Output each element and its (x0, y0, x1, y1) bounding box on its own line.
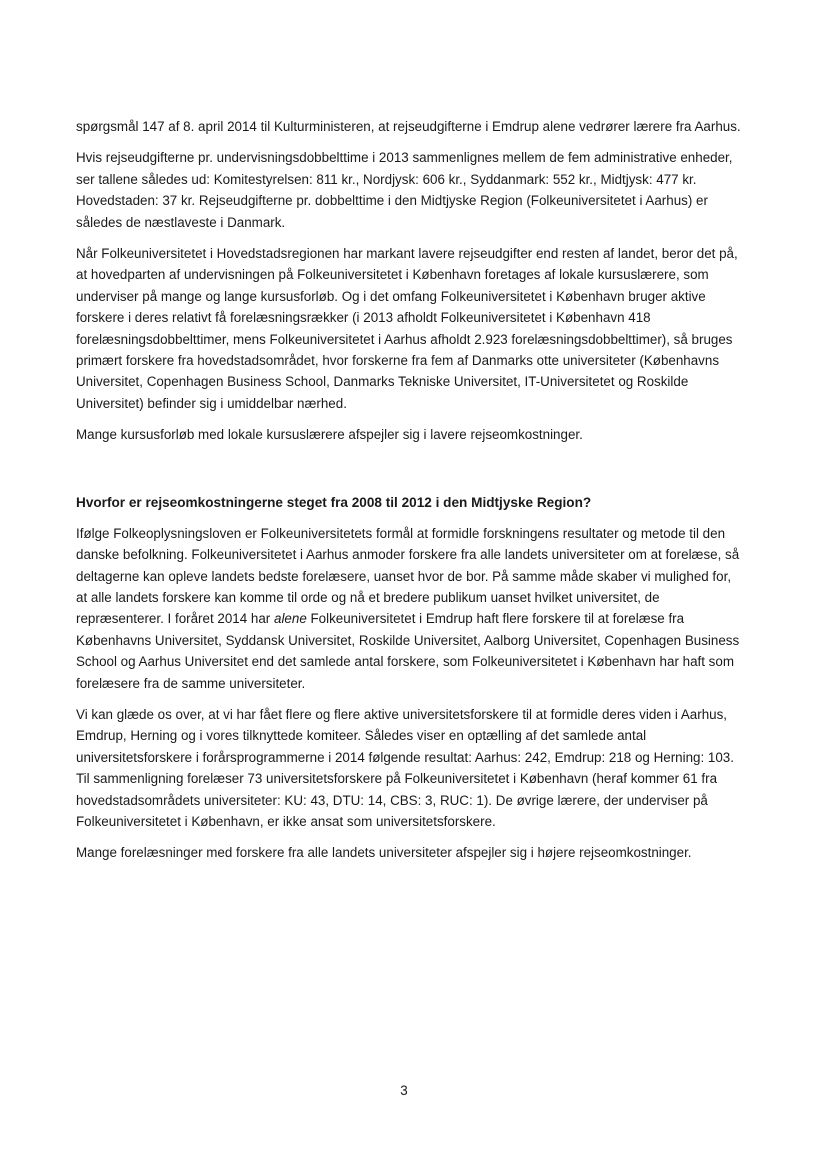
section-heading: Hvorfor er rejseomkostningerne steget fra 2008 til 2012 i den Midtjyske Region? (76, 494, 592, 510)
paragraph-purpose (76, 523, 744, 694)
emphasis-alene: alene (274, 611, 307, 627)
page-number: 3 (400, 1083, 408, 1098)
paragraph-continuation: spørgsmål 147 af 8. april 2014 til Kulturministeren, at rejseudgifterne i Emdrup alene vedrører lærere fra Aarhus. (76, 119, 741, 134)
paragraph-purpose-text-a: Ifølge Folkeoplysningsloven er Folkeuniversitetets formål at formidle forskningens resultater og metode til den danske befolkning. Folkeuniversitetet i Aarhus anmoder forskere fra alle landets universiteter om at forelæse, så deltagerne kan opleve landets bedste forelæsere, uanset hvor de bor. På samme måde skaber vi mulighed for, at alle landets forskere kan komme til orde og nå et bredere publikum uanset hvilket universitet, de repræsenterer. I foråret 2014 har (76, 525, 740, 627)
paragraph-researcher-count: Vi kan glæde os over, at vi har fået flere og flere aktive universitetsforskere til at formidle deres viden i Aarhus, Emdrup, Herning og i vores tilknyttede komiteer. Således viser en optælling af det samlede antal universitetsforskere i forårsprogrammerne i 2014 følgende resultat: Aarhus: 242, Emdrup: 218 og Herning: 103. Til sammenligning forelæser 73 universitetsforskere på Folkeuniversitetet i København (heraf kommer 61 fra hovedstadsområdets universiteter: KU: 43, DTU: 14, CBS: 3, RUC: 1). De øvrige lærere, der underviser på Folkeuniversitetet i København, er ikke ansat som universitetsforskere. (76, 706, 734, 829)
page-content (76, 116, 744, 874)
section-spacer (76, 456, 744, 492)
paragraph-purpose-text-b: Folkeuniversitetet i Emdrup haft flere forskere til at forelæse fra Københavns Universitet, Syddansk Universitet, Roskilde Universitet, Aalborg Universitet, Copenhagen Business School og Aarhus Universitet end det samlede antal forskere, som Folkeuniversitetet i København har haft som forelæsere fra de samme universiteter. (76, 611, 740, 691)
paragraph-travel-costs-comparison: Hvis rejseudgifterne pr. undervisningsdobbelttime i 2013 sammenlignes mellem de fem administrative enheder, ser tallene således ud: Komitestyrelsen: 811 kr., Nordjysk: 606 kr., Syddanmark: 552 kr., Midtjysk: 477 kr. Hovedstaden: 37 kr. Rejseudgifterne pr. dobbelttime i den Midtjyske Region (Folkeuniversitetet i Aarhus) er således de næstlaveste i Danmark. (76, 150, 733, 230)
paragraph-local-teachers-summary: Mange kursusforløb med lokale kursuslærere afspejler sig i lavere rejseomkostninger. (76, 427, 583, 443)
paragraph-conclusion: Mange forelæsninger med forskere fra alle landets universiteter afspejler sig i højere rejseomkostninger. (76, 845, 692, 861)
paragraph-capital-region-explanation: Når Folkeuniversitetet i Hovedstadsregionen har markant lavere rejseudgifter end resten af landet, beror det på, at hovedparten af undervisningen på Folkeuniversitetet i København foretages af lokale kursuslærere, som underviser på mange og lange kursusforløb. Og i det omfang Folkeuniversitetet i København bruger aktive forskere i deres relativt få forelæsningsrækker (i 2013 afholdt Folkeuniversitetet i København 418 forelæsningsdobbelttimer, mens Folkeuniversitetet i Aarhus afholdt 2.923 forelæsningsdobbelttimer), så bruges primært forskere fra hovedstadsområdet, hvor forskerne fra fem af Danmarks otte universiteter (Københavns Universitet, Copenhagen Business School, Danmarks Tekniske Universitet, IT-Universitetet og Roskilde Universitet) befinder sig i umiddelbar nærhed. (76, 246, 738, 411)
